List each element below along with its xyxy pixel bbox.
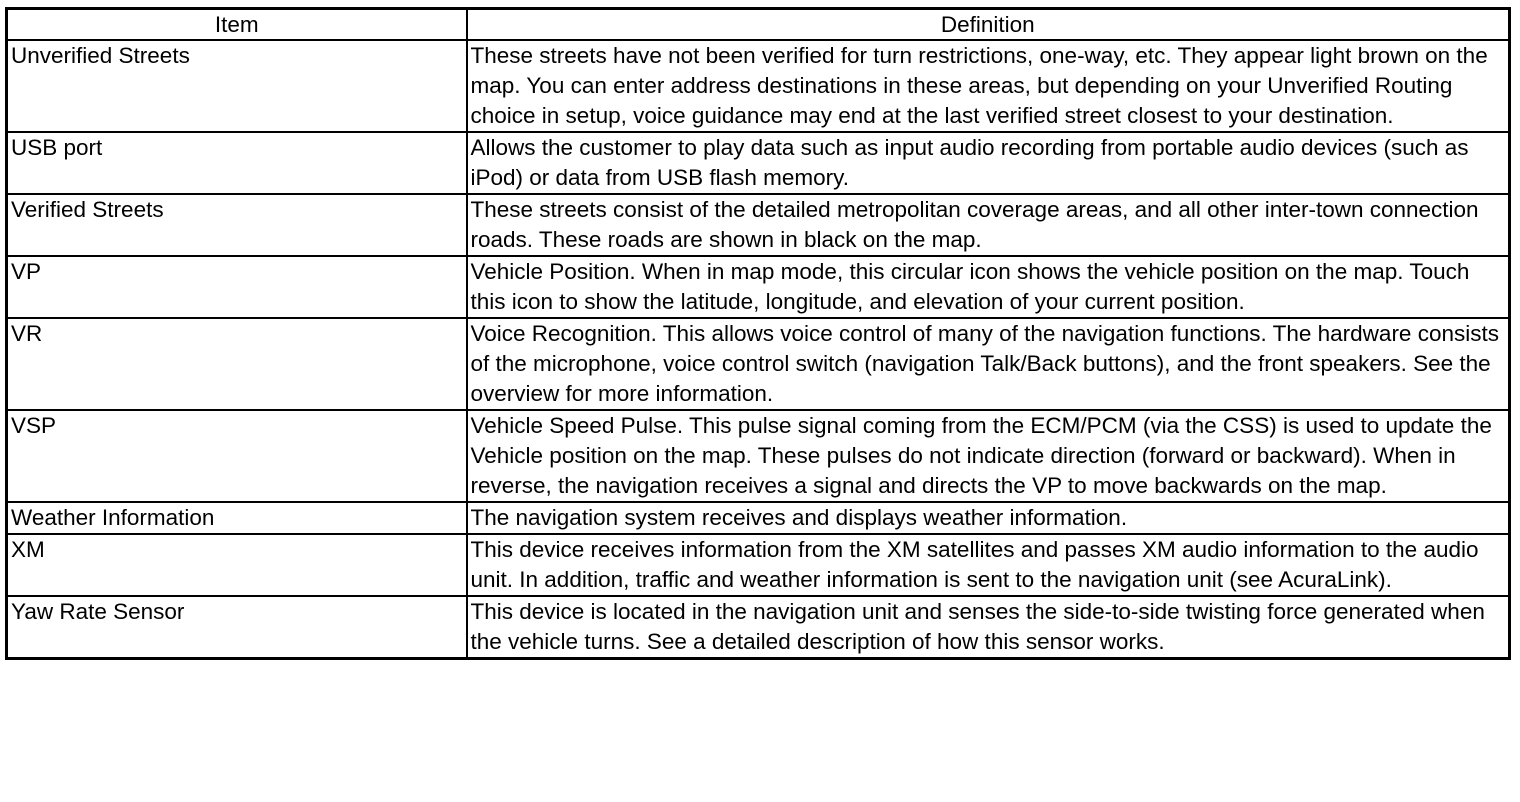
table-row: [7, 410, 1510, 502]
item-cell: Weather Information: [7, 502, 467, 534]
item-cell: VP: [7, 256, 467, 318]
table-row: [7, 132, 1510, 194]
header-item: Item: [7, 9, 467, 41]
table-body: [7, 40, 1510, 659]
definition-cell: These streets have not been verified for turn restrictions, one-way, etc. They appear light brown on the map. You can enter address destinations in these areas, but depending on your Unverified Routing choice in setup, voice guidance may end at the last verified street closest to your destination.: [467, 40, 1510, 132]
item-cell: Verified Streets: [7, 194, 467, 256]
table-row: [7, 502, 1510, 534]
table-row: [7, 534, 1510, 596]
table-row: [7, 40, 1510, 132]
definition-cell: Vehicle Position. When in map mode, this circular icon shows the vehicle position on the map. Touch this icon to show the latitude, longitude, and elevation of your current position.: [467, 256, 1510, 318]
definition-cell: The navigation system receives and displays weather information.: [467, 502, 1510, 534]
table-header: [7, 9, 1510, 41]
definition-cell: Vehicle Speed Pulse. This pulse signal coming from the ECM/PCM (via the CSS) is used to update the Vehicle position on the map. These pulses do not indicate direction (forward or backward). When in reverse, the navigation receives a signal and directs the VP to move backwards on the map.: [467, 410, 1510, 502]
definition-cell: Allows the customer to play data such as input audio recording from portable audio devices (such as iPod) or data from USB flash memory.: [467, 132, 1510, 194]
table-row: [7, 194, 1510, 256]
header-row: [7, 9, 1510, 41]
table-row: [7, 256, 1510, 318]
definition-cell: These streets consist of the detailed metropolitan coverage areas, and all other inter-town connection roads. These roads are shown in black on the map.: [467, 194, 1510, 256]
item-cell: Yaw Rate Sensor: [7, 596, 467, 659]
item-cell: Unverified Streets: [7, 40, 467, 132]
item-cell: VSP: [7, 410, 467, 502]
item-cell: XM: [7, 534, 467, 596]
item-cell: VR: [7, 318, 467, 410]
table-row: [7, 318, 1510, 410]
item-cell: USB port: [7, 132, 467, 194]
table-row: [7, 596, 1510, 659]
header-definition: Definition: [467, 9, 1510, 41]
definition-cell: Voice Recognition. This allows voice control of many of the navigation functions. The hardware consists of the microphone, voice control switch (navigation Talk/Back buttons), and the front speakers. See the overview for more information.: [467, 318, 1510, 410]
definition-cell: This device is located in the navigation unit and senses the side-to-side twisting force generated when the vehicle turns. See a detailed description of how this sensor works.: [467, 596, 1510, 659]
definition-cell: This device receives information from the XM satellites and passes XM audio information to the audio unit. In addition, traffic and weather information is sent to the navigation unit (see AcuraLink).: [467, 534, 1510, 596]
glossary-table: [5, 7, 1511, 660]
